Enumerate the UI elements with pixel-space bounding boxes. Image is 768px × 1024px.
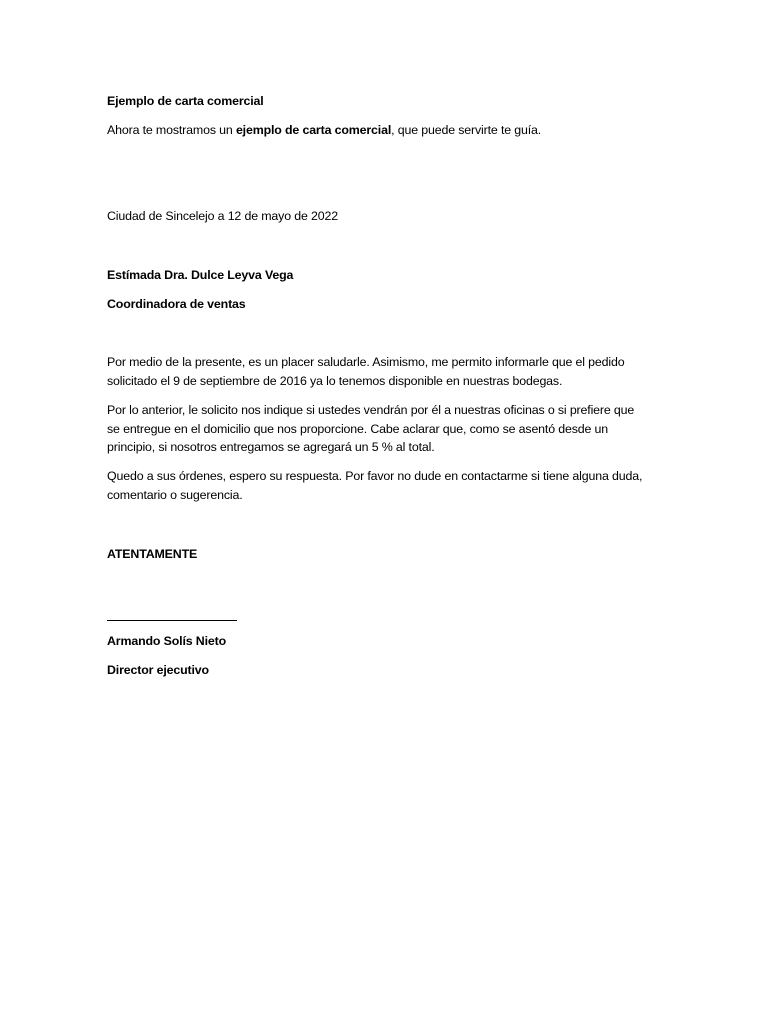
recipient-title: Coordinadora de ventas [107,297,246,311]
body-paragraph-1: Por medio de la presente, es un placer saludarle. Asimismo, me permito informarle que el pedido solicitado el 9 de septiembre de 2016 ya lo tenemos disponible en nuestras bodegas. [107,355,625,388]
recipient-name: Estímada Dra. Dulce Leyva Vega [107,268,294,282]
city-date: Ciudad de Sincelejo a 12 de mayo de 2022 [107,209,338,223]
intro-text-emphasis: ejemplo de carta comercial [235,123,392,137]
body-paragraph-2: Por lo anterior, le solicito nos indique si ustedes vendrán por él a nuestras oficinas o si prefiere que se entregue en el domicilio que nos proporcione. Cabe aclarar que, como se asentó desde un principio, si nosotros entregamos se agregará un 5 % al total. [107,403,635,454]
sender-name: Armando Solís Nieto [107,634,227,648]
intro-text-end: , que puede servirte te guía. [391,123,542,137]
intro-text-start: Ahora te mostramos un [107,123,236,137]
document-heading: Ejemplo de carta comercial [107,94,264,108]
intro-line [107,121,541,139]
signature-line [107,620,237,621]
closing: ATENTAMENTE [107,547,198,561]
sender-title: Director ejecutivo [107,663,209,677]
body-paragraph-3: Quedo a sus órdenes, espero su respuesta. Por favor no dude en contactarme si tiene alguna duda, comentario o sugerencia. [107,469,643,502]
